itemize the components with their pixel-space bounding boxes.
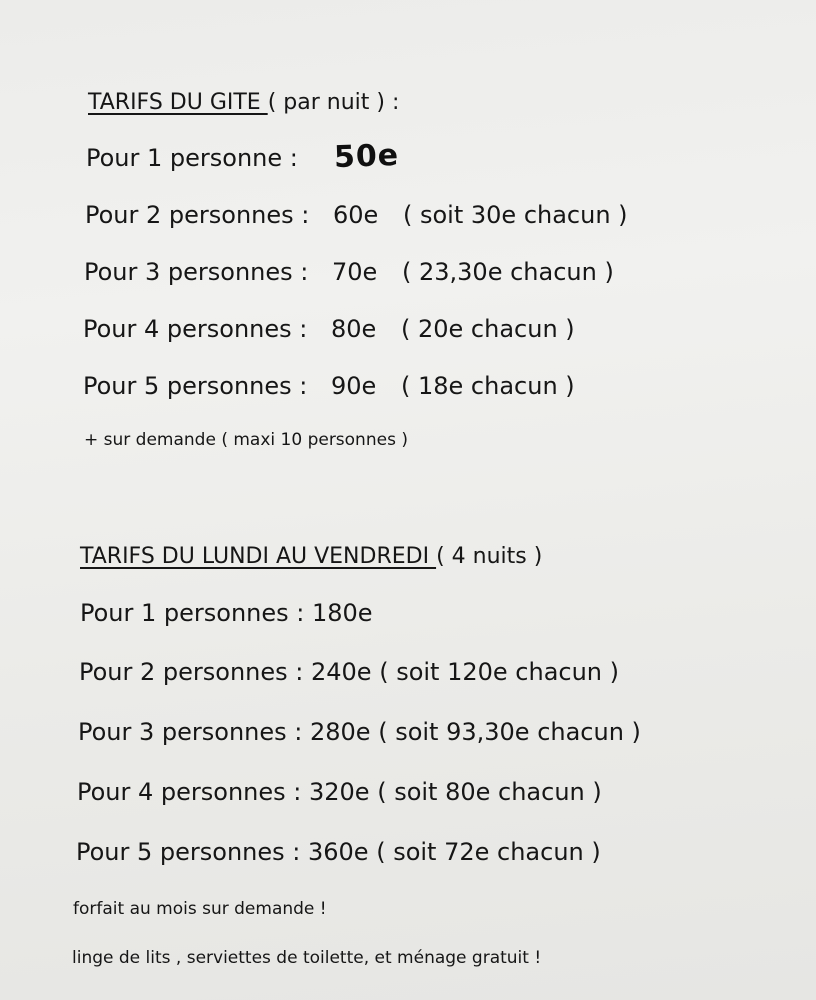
section1-row-2 bbox=[85, 200, 628, 230]
row-label: Pour 1 personne : bbox=[86, 144, 298, 172]
section2-title: TARIFS DU LUNDI AU VENDREDI bbox=[80, 544, 437, 569]
section1-heading bbox=[88, 88, 399, 118]
section2-row-4: Pour 4 personnes : 320e ( soit 80e chacun ) bbox=[77, 778, 602, 806]
section2-note-included: linge de lits , serviettes de toilette, et ménage gratuit ! bbox=[72, 948, 542, 968]
row-label: Pour 3 personnes : bbox=[84, 258, 309, 286]
section2-row-5: Pour 5 personnes : 360e ( soit 72e chacun ) bbox=[76, 838, 601, 866]
row-label: Pour 4 personnes : bbox=[83, 315, 308, 343]
row-label: Pour 5 personnes : bbox=[83, 372, 308, 400]
row-price: 70e bbox=[332, 258, 378, 286]
handwritten-price: 50e bbox=[333, 137, 400, 176]
row-price: 90e bbox=[331, 372, 377, 400]
section2-row-1: Pour 1 personnes : 180e bbox=[80, 599, 373, 627]
section1-note: + sur demande ( maxi 10 personnes ) bbox=[84, 430, 408, 450]
section2-note-monthly: forfait au mois sur demande ! bbox=[73, 899, 327, 919]
row-label: Pour 2 personnes : bbox=[85, 201, 310, 229]
row-price: 80e bbox=[331, 315, 377, 343]
section2-heading bbox=[80, 542, 542, 572]
section1-title: TARIFS DU GITE bbox=[88, 90, 268, 115]
row-detail: ( 23,30e chacun ) bbox=[402, 258, 614, 286]
section2-subtitle: ( 4 nuits ) bbox=[436, 544, 543, 569]
row-detail: ( soit 30e chacun ) bbox=[403, 201, 628, 229]
section1-row-3 bbox=[84, 257, 614, 287]
section2-row-2: Pour 2 personnes : 240e ( soit 120e chacun ) bbox=[79, 658, 620, 686]
row-detail: ( 20e chacun ) bbox=[401, 315, 575, 343]
section1-row-1 bbox=[86, 137, 400, 176]
section1-subtitle: ( par nuit ) : bbox=[267, 90, 400, 115]
section1-row-4 bbox=[83, 314, 575, 344]
row-price: 60e bbox=[333, 201, 379, 229]
section2-row-3: Pour 3 personnes : 280e ( soit 93,30e chacun ) bbox=[78, 718, 641, 746]
section1-row-5 bbox=[83, 371, 575, 401]
row-detail: ( 18e chacun ) bbox=[401, 372, 575, 400]
